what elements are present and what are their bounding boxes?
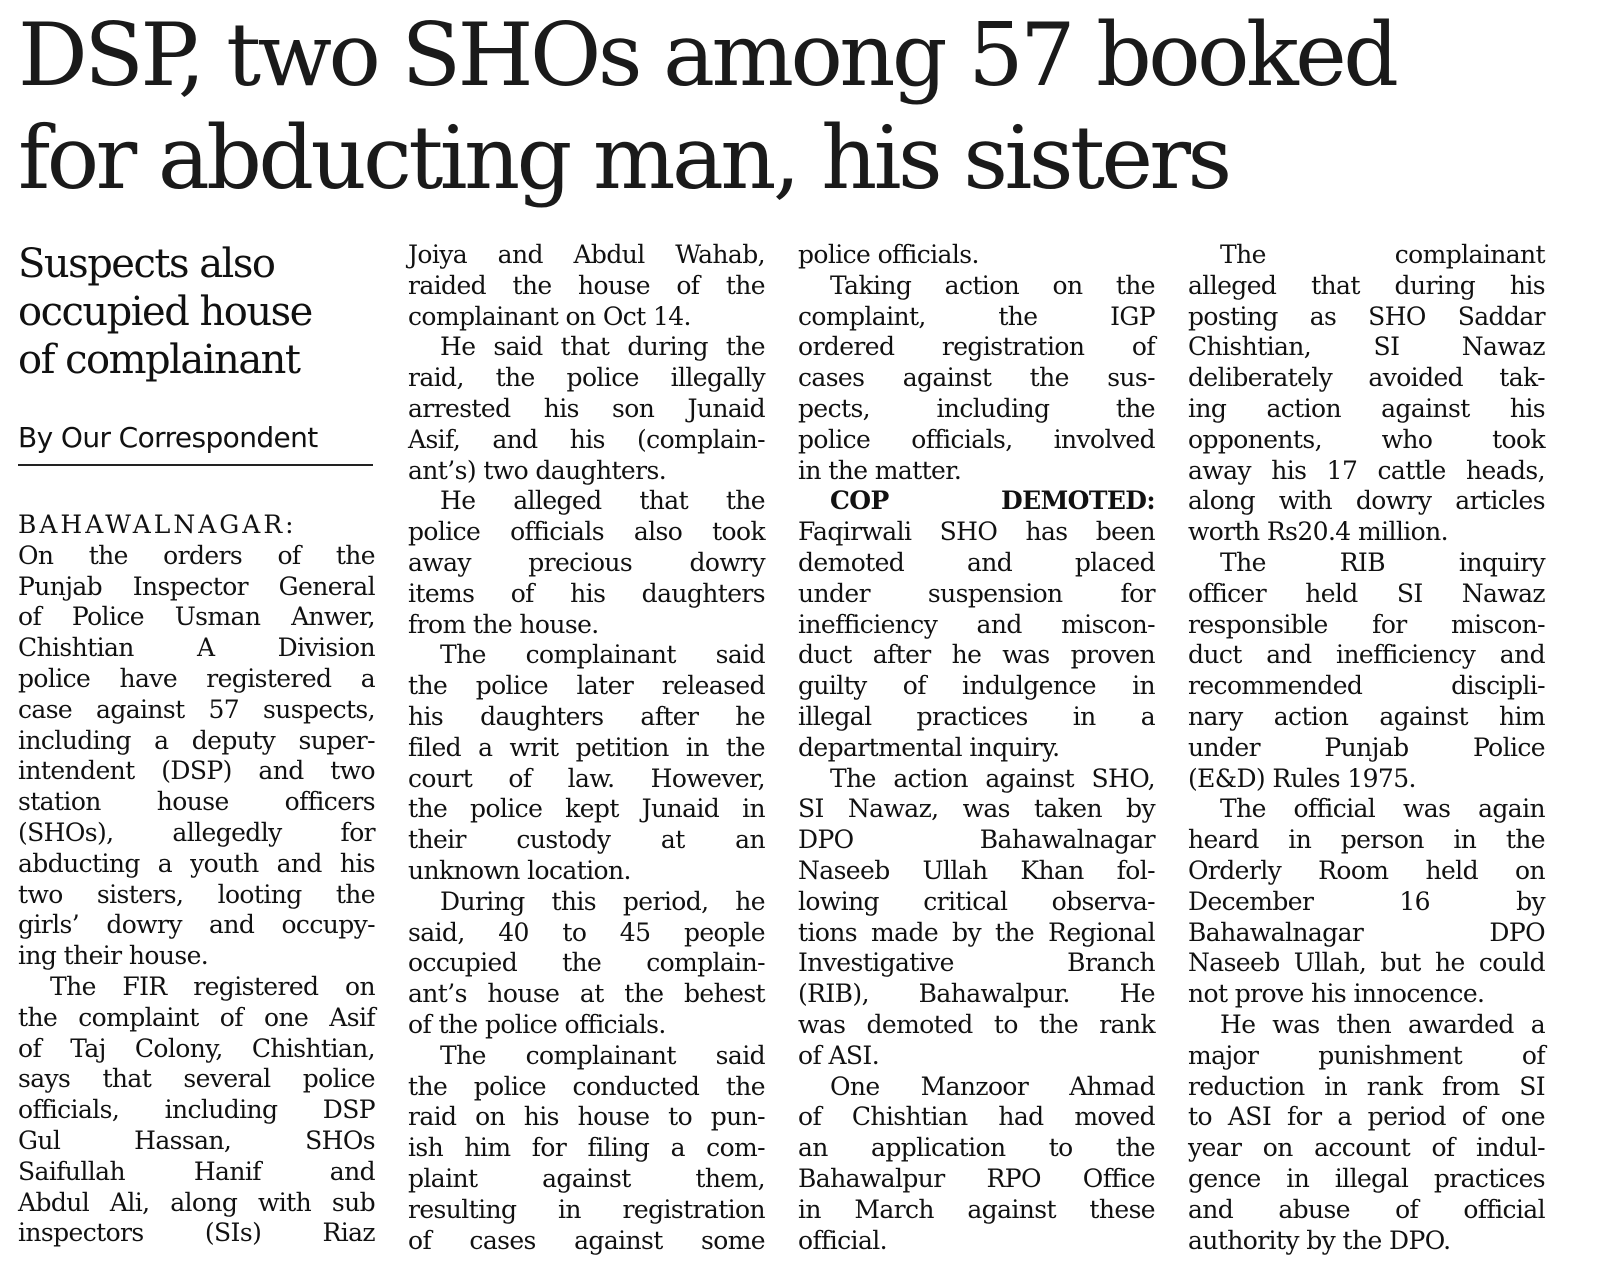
article-line: police officials, involved bbox=[798, 424, 1155, 454]
headline-line: DSP, two SHOs among 57 booked bbox=[18, 4, 1396, 106]
article-line: guilty of indulgence in bbox=[798, 671, 1155, 701]
article-line: of Police Usman Anwer, bbox=[18, 602, 375, 632]
article-line: Joiya and Abdul Wahab, bbox=[408, 240, 765, 269]
article-line: SI Nawaz, was taken by bbox=[798, 794, 1155, 824]
article-line: raid, the police illegally bbox=[408, 363, 765, 393]
article-line: The RIB inquiry bbox=[1220, 547, 1545, 577]
headline bbox=[18, 4, 1578, 210]
article-line: The official was again bbox=[1220, 794, 1545, 824]
article-line: under Punjab Police bbox=[1188, 732, 1545, 762]
article-column-4 bbox=[1188, 240, 1545, 1256]
article-line: court of law. However, bbox=[408, 763, 765, 793]
article-line: Orderly Room held on bbox=[1188, 855, 1545, 885]
article-line: of Taj Colony, Chishtian, bbox=[18, 1033, 375, 1063]
article-line: was demoted to the rank bbox=[798, 1009, 1155, 1039]
article-line: lowing critical observa- bbox=[798, 886, 1155, 916]
article-line: Abdul Ali, along with sub bbox=[18, 1187, 375, 1217]
article-line: plaint against them, bbox=[408, 1163, 765, 1193]
article-line: alleged that during his bbox=[1188, 270, 1545, 300]
article-line: complainant on Oct 14. bbox=[408, 301, 691, 331]
article-line: the complaint of one Asif bbox=[18, 1002, 375, 1032]
article-line: says that several police bbox=[18, 1064, 375, 1094]
article-line: ing their house. bbox=[18, 941, 209, 971]
article-line: Naseeb Ullah, but he could bbox=[1188, 948, 1545, 978]
subheadline-line: occupied house bbox=[18, 289, 312, 335]
article-line: Punjab Inspector General bbox=[18, 571, 375, 601]
article-line: Chishtian A Division bbox=[18, 633, 375, 663]
article-line: He alleged that the bbox=[440, 486, 765, 516]
article-line: Bahawalpur RPO Office bbox=[798, 1163, 1155, 1193]
article-line: One Manzoor Ahmad bbox=[830, 1071, 1155, 1101]
article-line: station house officers bbox=[18, 787, 375, 817]
article-line: He was then awarded a bbox=[1220, 1009, 1545, 1039]
article-line: the police conducted the bbox=[408, 1071, 765, 1101]
article-line: of cases against some bbox=[408, 1225, 765, 1255]
article-line: ish him for filing a com- bbox=[408, 1133, 765, 1163]
article-line: of ASI. bbox=[798, 1040, 880, 1070]
article-line: abducting a youth and his bbox=[18, 848, 375, 878]
article-line: The action against SHO, bbox=[830, 763, 1155, 793]
article-line: During this period, he bbox=[440, 886, 765, 916]
article-line: police officials. bbox=[798, 240, 979, 269]
article-line: inspectors (SIs) Riaz bbox=[18, 1218, 375, 1248]
article-line: pects, including the bbox=[798, 393, 1155, 423]
article-line: in the matter. bbox=[798, 455, 962, 485]
article-line: Saifullah Hanif and bbox=[18, 1156, 375, 1186]
article-line: of Chishtian had moved bbox=[798, 1102, 1155, 1132]
article-line: deliberately avoided tak- bbox=[1188, 363, 1545, 393]
article-line: ant’s) two daughters. bbox=[408, 455, 667, 485]
article-line: away precious dowry bbox=[408, 547, 765, 577]
article-column-3 bbox=[798, 240, 1155, 1256]
article-line: duct after he was proven bbox=[798, 640, 1155, 670]
article-line: said, 40 to 45 people bbox=[408, 917, 765, 947]
article-line: (SHOs), allegedly for bbox=[18, 817, 375, 847]
article-line: Taking action on the bbox=[830, 270, 1155, 300]
article-line: resulting in registration bbox=[408, 1194, 765, 1224]
article-line: Investigative Branch bbox=[798, 948, 1155, 978]
section-heading: COP DEMOTED: bbox=[830, 486, 1155, 516]
subheadline-line: of complainant bbox=[18, 337, 300, 383]
article-line: Asif, and his (complain- bbox=[408, 424, 765, 454]
article-line: complaint, the IGP bbox=[798, 301, 1155, 331]
article-line: On the orders of the bbox=[18, 540, 375, 570]
article-line: The complainant bbox=[1220, 240, 1545, 269]
article-line: not prove his innocence. bbox=[1188, 979, 1485, 1009]
article-line: departmental inquiry. bbox=[798, 732, 1060, 762]
headline-line: for abducting man, his sisters bbox=[18, 107, 1229, 209]
article-line: (RIB), Bahawalpur. He bbox=[798, 979, 1155, 1009]
article-line: worth Rs20.4 million. bbox=[1188, 517, 1448, 547]
article-line: December 16 by bbox=[1188, 886, 1545, 916]
article-line: under suspension for bbox=[798, 578, 1155, 608]
article-line: responsible for miscon- bbox=[1188, 609, 1545, 639]
article-line: filed a writ petition in the bbox=[408, 732, 765, 762]
article-line: occupied the complain- bbox=[408, 948, 765, 978]
article-line: inefficiency and miscon- bbox=[798, 609, 1155, 639]
article-line: Chishtian, SI Nawaz bbox=[1188, 332, 1545, 362]
article-line: including a deputy super- bbox=[18, 725, 375, 755]
article-line: heard in person in the bbox=[1188, 825, 1545, 855]
article-line: Naseeb Ullah Khan fol- bbox=[798, 855, 1155, 885]
article-line: from the house. bbox=[408, 609, 599, 639]
article-line: ant’s house at the behest bbox=[408, 979, 765, 1009]
article-line: He said that during the bbox=[440, 332, 765, 362]
article-line: year on account of indul- bbox=[1188, 1133, 1545, 1163]
article-line: of the police officials. bbox=[408, 1009, 666, 1039]
article-line: (E&D) Rules 1975. bbox=[1188, 763, 1416, 793]
article-line: posting as SHO Saddar bbox=[1188, 301, 1545, 331]
article-line: the police later released bbox=[408, 671, 765, 701]
article-line: and abuse of official bbox=[1188, 1194, 1545, 1224]
article-line: raid on his house to pun- bbox=[408, 1102, 765, 1132]
article-line: case against 57 suspects, bbox=[18, 694, 375, 724]
article-line: The complainant said bbox=[440, 640, 765, 670]
article-line: raided the house of the bbox=[408, 270, 765, 300]
article-line: ing action against his bbox=[1188, 393, 1545, 423]
article-line: to ASI for a period of one bbox=[1188, 1102, 1545, 1132]
article-line: Faqirwali SHO has been bbox=[798, 517, 1155, 547]
article-line: ordered registration of bbox=[798, 332, 1155, 362]
article-line: police have registered a bbox=[18, 663, 375, 693]
article-line: items of his daughters bbox=[408, 578, 765, 608]
article-line: gence in illegal practices bbox=[1188, 1163, 1545, 1193]
subheadline-line: Suspects also bbox=[18, 241, 275, 287]
article-line: two sisters, looting the bbox=[18, 879, 375, 909]
article-line: The complainant said bbox=[440, 1040, 765, 1070]
article-line: along with dowry articles bbox=[1188, 486, 1545, 516]
article-line: DPO Bahawalnagar bbox=[798, 825, 1155, 855]
article-line: police officials also took bbox=[408, 517, 765, 547]
article-line: unknown location. bbox=[408, 855, 631, 885]
article-line: nary action against him bbox=[1188, 701, 1545, 731]
article-line: his daughters after he bbox=[408, 701, 765, 731]
article-line: in March against these bbox=[798, 1194, 1155, 1224]
article-line: major punishment of bbox=[1188, 1040, 1545, 1070]
article-line: girls’ dowry and occupy- bbox=[18, 910, 375, 940]
article-line: tions made by the Regional bbox=[798, 917, 1155, 947]
article-line: their custody at an bbox=[408, 825, 765, 855]
byline: By Our Correspondent bbox=[18, 420, 373, 466]
article-line: an application to the bbox=[798, 1133, 1155, 1163]
subheadline bbox=[18, 240, 378, 384]
article-line: arrested his son Junaid bbox=[408, 393, 765, 423]
article-column-1 bbox=[18, 510, 375, 1249]
article-line: Gul Hassan, SHOs bbox=[18, 1125, 375, 1155]
article-line: The FIR registered on bbox=[50, 971, 375, 1001]
article-line: illegal practices in a bbox=[798, 701, 1155, 731]
article-line: the police kept Junaid in bbox=[408, 794, 765, 824]
article-line: duct and inefficiency and bbox=[1188, 640, 1545, 670]
article-line: opponents, who took bbox=[1188, 424, 1545, 454]
article-line: reduction in rank from SI bbox=[1188, 1071, 1545, 1101]
article-line: demoted and placed bbox=[798, 547, 1155, 577]
article-column-2 bbox=[408, 240, 765, 1256]
article-line: away his 17 cattle heads, bbox=[1188, 455, 1545, 485]
article-line: BAHAWALNAGAR: bbox=[18, 510, 297, 539]
article-line: official. bbox=[798, 1225, 887, 1255]
article-line: officials, including DSP bbox=[18, 1095, 375, 1125]
article-line: authority by the DPO. bbox=[1188, 1225, 1451, 1255]
article-line: Bahawalnagar DPO bbox=[1188, 917, 1545, 947]
article-line: cases against the sus- bbox=[798, 363, 1155, 393]
article-line: intendent (DSP) and two bbox=[18, 756, 375, 786]
article-line: officer held SI Nawaz bbox=[1188, 578, 1545, 608]
article-line: recommended discipli- bbox=[1188, 671, 1545, 701]
